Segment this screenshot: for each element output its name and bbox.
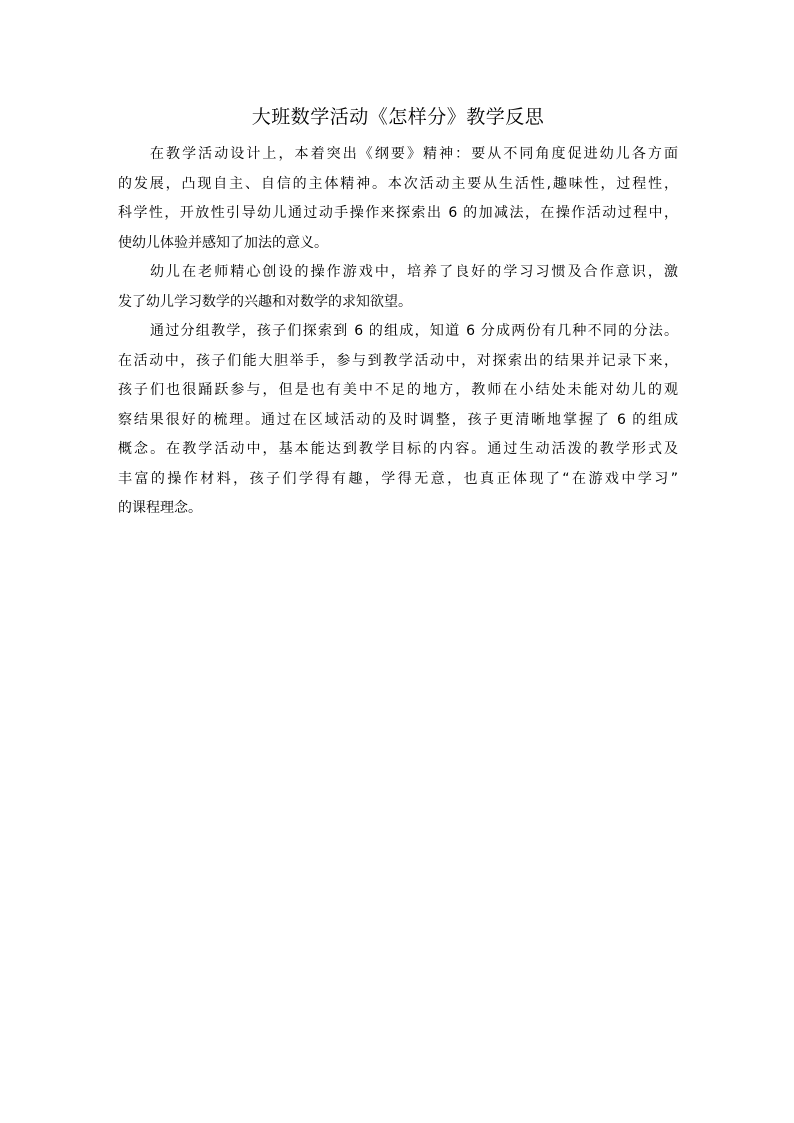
paragraph-line: 发了幼儿学习数学的兴趣和对数学的求知欲望。 <box>118 293 412 310</box>
document-title: 大班数学活动《怎样分》教学反思 <box>251 106 545 128</box>
paragraph-line: 幼儿在老师精心创设的操作游戏中，培养了良好的学习习惯及合作意识，激 <box>150 264 678 280</box>
paragraph-line: 科学性，开放性引导幼儿通过动手操作来探索出 6 的加减法，在操作活动过程中， <box>118 205 678 221</box>
paragraph-line: 在活动中，孩子们能大胆举手，参与到教学活动中，对探索出的结果并记录下来， <box>118 352 678 369</box>
paragraph-line: 的发展，凸现自主、自信的主体精神。本次活动主要从生活性,趣味性，过程性， <box>118 175 678 192</box>
paragraph-line: 通过分组教学，孩子们探索到 6 的组成，知道 6 分成两份有几种不同的分法。 <box>150 323 678 339</box>
paragraph-line: 概念。在教学活动中，基本能达到教学目标的内容。通过生动活泼的教学形式及 <box>118 441 678 457</box>
paragraph-1 <box>118 140 678 258</box>
paragraph-line: 孩子们也很踊跃参与，但是也有美中不足的地方，教师在小结处未能对幼儿的观 <box>118 382 678 398</box>
paragraph-2 <box>118 258 678 317</box>
paragraph-line: 在教学活动设计上，本着突出《纲要》精神：要从不同角度促进幼儿各方面 <box>150 146 678 162</box>
paragraph-line: 的课程理念。 <box>118 500 202 516</box>
paragraph-line: 丰富的操作材料，孩子们学得有趣，学得无意，也真正体现了“在游戏中学习” <box>118 470 678 487</box>
paragraph-line: 察结果很好的梳理。通过在区域活动的及时调整，孩子更清晰地掌握了 6 的组成 <box>118 411 678 428</box>
document-body <box>118 140 678 524</box>
paragraph-line: 使幼儿体验并感知了加法的意义。 <box>118 234 328 251</box>
paragraph-3 <box>118 317 678 524</box>
